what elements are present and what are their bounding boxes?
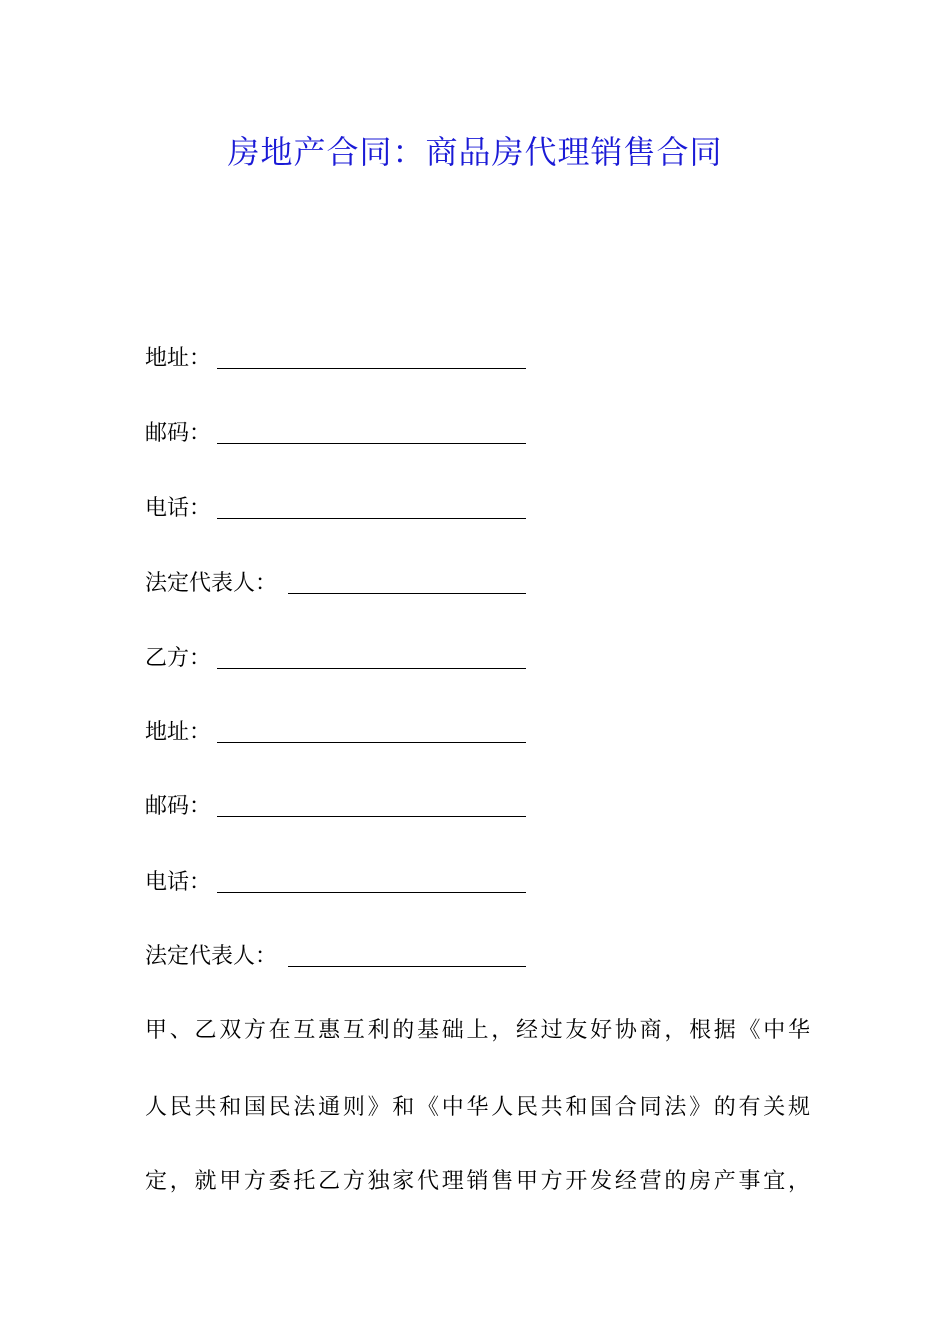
field-label: 地址： [145, 346, 212, 371]
paragraph-line: 甲、乙双方在互惠互利的基础上，经过友好协商，根据《中华 [145, 1018, 810, 1043]
document-title: 房地产合同：商品房代理销售合同 [227, 133, 723, 171]
field-postcode-b [145, 790, 211, 824]
field-label: 邮码： [145, 421, 212, 446]
fill-in-blank[interactable] [217, 518, 526, 519]
field-address-a [145, 342, 211, 376]
paragraph-line: 人民共和国民法通则》和《中华人民共和国合同法》的有关规 [145, 1095, 810, 1120]
field-label: 乙方： [145, 646, 212, 671]
fill-in-blank[interactable] [288, 593, 526, 594]
fill-in-blank[interactable] [217, 892, 526, 893]
paragraph-line: 定，就甲方委托乙方独家代理销售甲方开发经营的房产事宜， [145, 1169, 810, 1194]
fill-in-blank[interactable] [217, 742, 526, 743]
field-label: 法定代表人： [145, 944, 278, 969]
field-phone-b [145, 866, 211, 900]
field-address-b [145, 716, 211, 750]
fill-in-blank[interactable] [217, 443, 526, 444]
field-label: 地址： [145, 720, 212, 745]
field-label: 邮码： [145, 794, 212, 819]
field-party-b [145, 642, 211, 676]
field-label: 法定代表人： [145, 571, 278, 596]
field-postcode-a [145, 417, 211, 451]
field-label: 电话： [145, 496, 212, 521]
field-legal-rep-b [145, 940, 277, 974]
fill-in-blank[interactable] [217, 368, 526, 369]
field-label: 电话： [145, 870, 212, 895]
field-phone-a [145, 492, 211, 526]
fill-in-blank[interactable] [288, 966, 526, 967]
fill-in-blank[interactable] [217, 816, 526, 817]
fill-in-blank[interactable] [217, 668, 526, 669]
field-legal-rep-a [145, 567, 277, 601]
